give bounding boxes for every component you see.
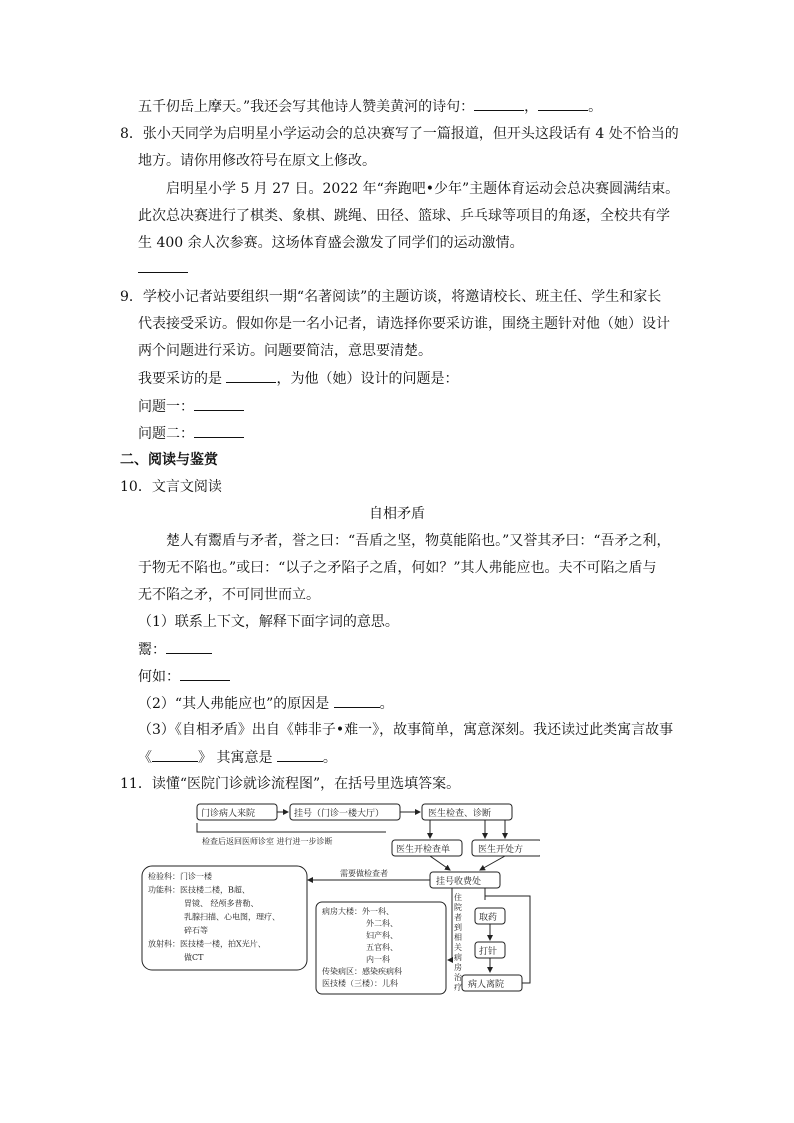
lab-line: 乳腺扫描、心电图，理疗、 [184, 912, 280, 922]
flow-exam-order: 医生开检查单 [396, 845, 451, 855]
flow-register: 挂号（门诊一楼大厅） [294, 809, 385, 819]
inp-line: 相 [454, 933, 462, 942]
end-mark: 。 [322, 750, 337, 766]
answer-blank[interactable] [474, 96, 524, 111]
ward-line: 内一科 [366, 955, 390, 964]
flow-doctor: 医生检查、诊断 [428, 809, 492, 819]
separator: ， [524, 99, 539, 115]
question-1-label: 问题一： [138, 399, 194, 415]
sub2-text: （2）“其人弗能应也”的原因是 [138, 696, 334, 712]
q8-answer-line [138, 258, 188, 279]
ward-line: 五官科、 [366, 943, 398, 952]
q7-tail-text: 五千仞岳上摩天。”我还会写其他诗人赞美黄河的诗句： [138, 99, 475, 115]
q10-sub3: （3）《自相矛盾》出自《韩非子•难一》，故事简单，寓意深刻。我还读过此类寓言故事 [138, 722, 674, 738]
lab-line: 放射科：医技楼一楼，拍X光片、 [148, 939, 266, 949]
ward-line: 病房大楼：外一科、 [322, 907, 394, 916]
q9-line2: 代表接受采访。假如你是一名小记者，请选择你要采访谁，围绕主题针对他（她）设计 [138, 316, 670, 332]
flow-medicine: 取药 [479, 913, 498, 923]
inp-line: 治 [454, 973, 462, 982]
flow-need-exam: 需要做检查者 [340, 869, 388, 878]
answer-blank[interactable] [538, 96, 588, 111]
word-label: 何如： [138, 669, 180, 685]
lab-line: 功能科：医技楼二楼，B超、 [148, 885, 250, 895]
q9-question-2 [138, 423, 244, 444]
flow-return-note: 检查后返回医师诊室 进行进一步诊断 [202, 837, 333, 846]
flow-injection: 打针 [479, 947, 498, 957]
q11-heading: 11．读懂“医院门诊就诊流程图”，在括号里选填答案。 [120, 776, 461, 792]
inp-line: 病 [454, 953, 462, 962]
ward-line: 妇产科、 [366, 931, 398, 940]
word-label: 鬻： [138, 642, 166, 658]
inp-line: 院 [454, 903, 462, 912]
answer-blank[interactable] [226, 368, 276, 383]
inp-line: 房 [454, 963, 462, 972]
lab-line: 胃镜、 经颅多普勒、 [184, 899, 259, 908]
q9-line1: 9．学校小记者站要组织一期“名著阅读”的主题访谈，将邀请校长、班主任、学生和家长 [120, 289, 662, 305]
flow-leave: 病人离院 [468, 980, 505, 990]
answer-blank[interactable] [334, 693, 380, 708]
q8-passage-3: 生 400 余人次参赛。这场体育盛会激发了同学们的运动激情。 [138, 235, 524, 251]
q10-word1 [138, 639, 212, 660]
lab-line: 做CT [184, 953, 204, 962]
inp-line: 关 [454, 943, 462, 952]
section-heading: 二、阅读与鉴赏 [120, 452, 218, 468]
q9-question-1 [138, 396, 244, 417]
lab-line: 检验科：门诊一楼 [148, 872, 212, 881]
answer-blank[interactable] [194, 423, 244, 438]
q10-word2 [138, 666, 230, 687]
q9-ask-label: 我要采访的是 [138, 371, 227, 387]
answer-blank[interactable] [152, 747, 198, 762]
sub3-text: 》 其寓意是 [198, 750, 277, 766]
ward-line: 医技楼（三楼）：儿科 [322, 979, 398, 988]
q9-ask-suffix: ，为他（她）设计的问题是： [276, 371, 459, 387]
q10-heading: 10．文言文阅读 [120, 479, 222, 495]
passage-line-2: 于物无不陷也。”或曰：“以子之矛陷子之盾，何如？”其人弗能应也。夫不可陷之盾与 [138, 560, 657, 576]
q8-line2: 地方。请你用修改符号在原文上修改。 [138, 153, 376, 169]
answer-blank[interactable] [166, 639, 212, 654]
q9-line3: 两个问题进行采访。问题要简洁，意思要清楚。 [138, 343, 432, 359]
q10-sub1: （1）联系上下文，解释下面字词的意思。 [138, 614, 399, 630]
q7-tail-line [138, 96, 602, 117]
lab-line: 碎石等 [184, 926, 208, 935]
hospital-flowchart [140, 800, 540, 1000]
inp-line: 住 [454, 893, 462, 902]
passage-title: 自相矛盾 [369, 506, 425, 522]
flow-arrive: 门诊病人来院 [201, 809, 256, 819]
q8-passage-2: 此次总决赛进行了棋类、象棋、跳绳、田径、篮球、乒乓球等项目的角逐，全校共有学 [138, 208, 670, 224]
passage-line-3: 无不陷之矛，不可同世而立。 [138, 587, 320, 603]
ward-line: 外二科、 [366, 919, 398, 928]
q9-ask [138, 368, 458, 389]
end-mark: 。 [588, 99, 603, 115]
q10-sub2 [138, 693, 394, 714]
q10-sub3-cont [138, 747, 337, 768]
ward-line: 传染病区：感染疾病科 [322, 967, 402, 976]
end-mark: 。 [379, 696, 394, 712]
q8-line1: 8．张小天同学为启明星小学运动会的总决赛写了一篇报道，但开头这段话有 4 处不恰当的 [120, 126, 679, 142]
inp-line: 到 [454, 923, 462, 932]
inp-line: 者 [454, 913, 462, 922]
flow-cashier: 挂号收费处 [436, 877, 482, 887]
flow-prescribe: 医生开处方 [478, 845, 524, 855]
inp-line: 疗 [454, 983, 462, 992]
q8-passage-1: 启明星小学 5 月 27 日。2022 年“奔跑吧•少年”主题体育运动会总决赛圆满结束。 [166, 181, 680, 197]
bracket-open: 《 [138, 750, 152, 766]
answer-blank[interactable] [180, 666, 230, 681]
answer-blank[interactable] [138, 258, 188, 273]
answer-blank[interactable] [194, 396, 244, 411]
answer-blank[interactable] [277, 747, 323, 762]
passage-line-1: 楚人有鬻盾与矛者，誉之曰：“吾盾之坚，物莫能陷也。”又誉其矛曰：“吾矛之利， [166, 533, 671, 549]
question-2-label: 问题二： [138, 426, 194, 442]
